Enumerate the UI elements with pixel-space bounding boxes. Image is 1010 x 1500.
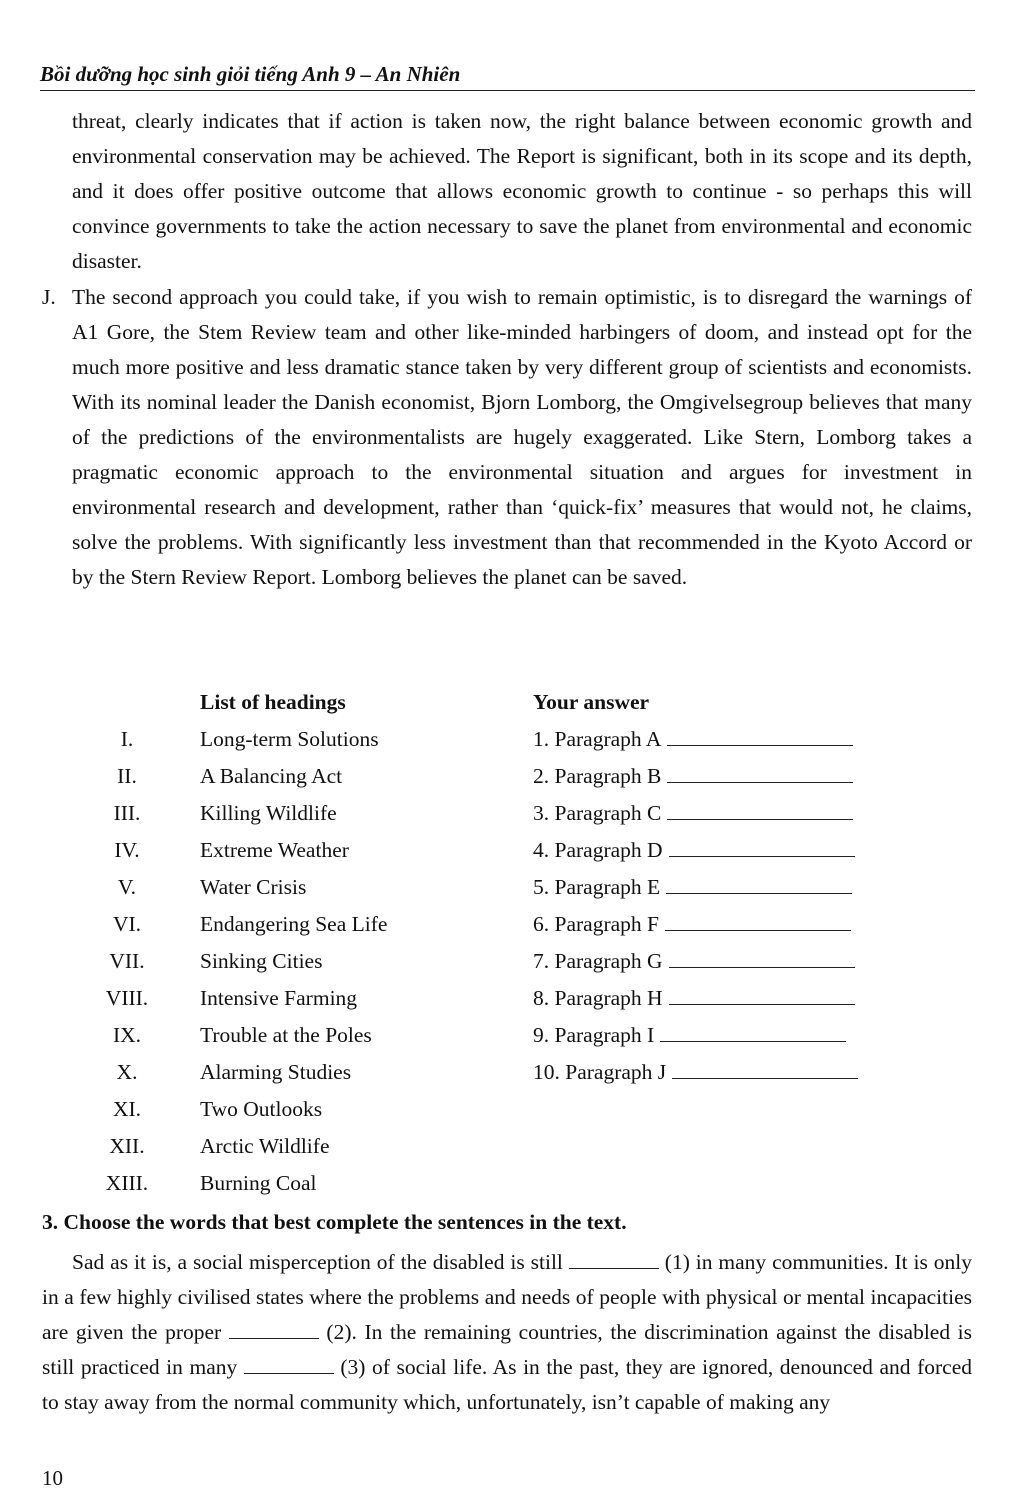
headings-table-header [0,690,1010,727]
answer-label: 9. Paragraph I [533,1023,655,1047]
paragraph-i-continuation: threat, clearly indicates that if action is taken now, the right balance between economic growth and environmental conservation may be achieved. The Report is significant, both in its scope and its depth, and it does offer positive outcome that allows economic growth to continue - so perhaps this will convince governments to take the action necessary to save the planet from environmental and economic disaster. [72,109,972,273]
heading-row [0,986,1010,1023]
answer-label: 5. Paragraph E [533,875,661,899]
answer-blank[interactable] [660,1023,846,1042]
heading-text: Long-term Solutions [200,727,379,751]
cloze-text-part: (3) of social life. As in the past, they are ignored, denounced and forced to stay away from the normal community which, unfortunately, isn’t capable of making any [42,1355,973,1414]
cloze-passage [42,1245,972,1420]
header-title: Bồi dưỡng học sinh giỏi tiếng Anh 9 – An Nhiên [40,62,461,86]
answer-line[interactable] [533,949,855,974]
heading-row [0,1023,1010,1060]
answer-line[interactable] [533,838,855,863]
paragraph-j-label: J. [42,285,56,309]
heading-text: Two Outlooks [200,1097,323,1121]
answer-blank[interactable] [667,764,853,783]
heading-text: Burning Coal [200,1171,317,1195]
heading-text: Sinking Cities [200,949,323,973]
cloze-gap-1[interactable] [569,1248,659,1269]
answer-label: 10. Paragraph J [533,1060,667,1084]
answer-label: 3. Paragraph C [533,801,662,825]
heading-number: VI. [112,912,142,936]
heading-row [0,912,1010,949]
page-header [40,60,975,91]
heading-row [0,1060,1010,1097]
heading-text: Intensive Farming [200,986,358,1010]
your-answer-title: Your answer [533,690,650,714]
heading-row [0,801,1010,838]
heading-row [0,1097,1010,1134]
heading-text: Alarming Studies [200,1060,352,1084]
answer-label: 2. Paragraph B [533,764,662,788]
answer-line[interactable] [533,986,855,1011]
heading-number: IX. [112,1023,142,1047]
answer-blank[interactable] [669,949,855,968]
answer-blank[interactable] [669,986,855,1005]
answer-line[interactable] [533,801,853,826]
paragraph-j-text: The second approach you could take, if you wish to remain optimistic, is to disregard the warnings of A1 Gore, the Stem Review team and other like-minded harbingers of doom, and instead opt for the much more positive and less dramatic stance taken by very different group of scientists and economists. With its nominal leader the Danish economist, Bjorn Lomborg, the Omgivelsegroup believes that many of the predictions of the environmentalists are hugely exaggerated. Like Stern, Lomborg takes a pragmatic economic approach to the environmental situation and argues for investment in environmental research and development, rather than ‘quick-fix’ measures that would not, he claims, solve the problems. With significantly less investment than that recommended in the Kyoto Accord or by the Stern Review Report. Lomborg believes the planet can be saved. [72,285,972,589]
answer-blank[interactable] [672,1060,858,1079]
cloze-gap-3[interactable] [244,1353,334,1374]
heading-row [0,838,1010,875]
answer-line[interactable] [533,764,853,789]
heading-number: II. [117,764,137,788]
answer-blank[interactable] [665,912,851,931]
answer-label: 4. Paragraph D [533,838,663,862]
answer-line[interactable] [533,912,851,937]
heading-text: Water Crisis [200,875,307,899]
answer-blank[interactable] [669,838,855,857]
heading-text: Arctic Wildlife [200,1134,330,1158]
answer-blank[interactable] [667,727,853,746]
cloze-text-part: (1) in many communities. It is only in a few highly civilised states where the problems and needs of people with physical or mental incapacities are given the proper [42,1250,973,1344]
heading-number: III. [113,801,141,825]
section-3-title: 3. Choose the words that best complete the sentences in the text. [42,1210,627,1234]
heading-number: V. [117,875,137,899]
answer-line[interactable] [533,1060,858,1085]
heading-number: XI. [112,1097,142,1121]
heading-text: Extreme Weather [200,838,349,862]
answer-line[interactable] [533,1023,846,1048]
heading-number: X. [116,1060,138,1084]
heading-row [0,949,1010,986]
heading-number: VII. [109,949,145,973]
answer-label: 7. Paragraph G [533,949,663,973]
heading-row [0,764,1010,801]
answer-blank[interactable] [666,875,852,894]
heading-row [0,727,1010,764]
answer-line[interactable] [533,727,853,752]
heading-number: I. [120,727,134,751]
answer-line[interactable] [533,875,852,900]
heading-text: Killing Wildlife [200,801,337,825]
list-of-headings-title: List of headings [200,690,346,714]
heading-text: Trouble at the Poles [200,1023,372,1047]
cloze-text-part: (2). In the remaining countries, the discrimination against the disabled is still practiced in many [42,1320,973,1379]
page-number: 10 [42,1466,63,1490]
answer-label: 8. Paragraph H [533,986,663,1010]
heading-row [0,1171,1010,1208]
cloze-text-part: Sad as it is, a social misperception of the disabled is still [72,1250,563,1274]
heading-text: Endangering Sea Life [200,912,388,936]
heading-number: IV. [114,838,140,862]
heading-number: XII. [109,1134,145,1158]
answer-blank[interactable] [667,801,853,820]
answer-label: 6. Paragraph F [533,912,659,936]
answer-label: 1. Paragraph A [533,727,662,751]
heading-row [0,1134,1010,1171]
heading-number: XIII. [105,1171,149,1195]
cloze-gap-2[interactable] [229,1318,319,1339]
heading-number: VIII. [105,986,149,1010]
heading-row [0,875,1010,912]
heading-text: A Balancing Act [200,764,343,788]
